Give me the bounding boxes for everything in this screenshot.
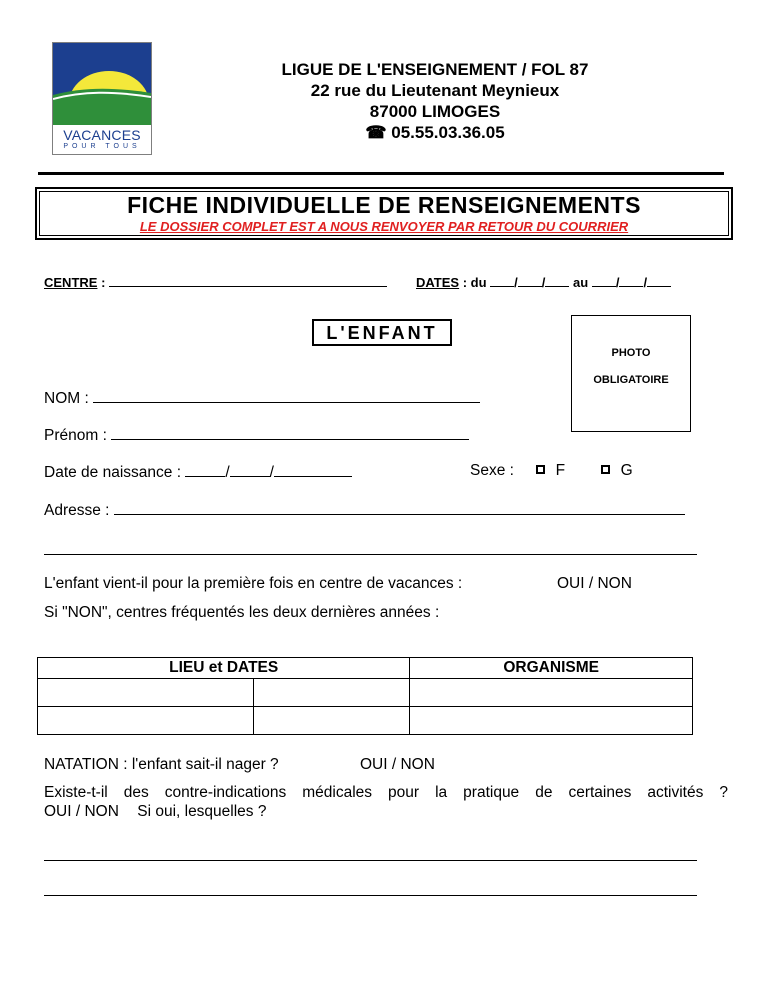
slash: / (225, 464, 230, 481)
sexe-label: Sexe : (470, 462, 519, 479)
date-to-day[interactable] (592, 272, 616, 287)
table-cell[interactable] (410, 679, 693, 707)
first-time-question: L'enfant vient-il pour la première fois en centre de vacances : (44, 575, 463, 592)
adresse-field (44, 500, 685, 520)
slash: / (514, 275, 518, 290)
table-row (38, 679, 693, 707)
street-address: 22 rue du Lieutenant Meynieux (310, 81, 560, 100)
contre-question: Existe-t-il des contre-indications médicales pour la pratique de certaines activités ? (44, 784, 728, 801)
lieu-dates-header: LIEU et DATES (38, 658, 410, 679)
first-time-answer[interactable]: OUI / NON (557, 575, 632, 592)
form-title: FICHE INDIVIDUELLE DE RENSEIGNEMENTS (127, 192, 641, 218)
centre-input[interactable] (109, 272, 387, 287)
logo-subtitle: POUR TOUS (63, 143, 141, 150)
if-non-text: Si "NON", centres fréquentés les deux dernières années : (44, 604, 440, 621)
nom-input[interactable] (93, 388, 480, 403)
natation-question: NATATION : l'enfant sait-il nager ? (44, 756, 279, 773)
naissance-field (44, 462, 352, 482)
date-to-year[interactable] (647, 272, 671, 287)
table-cell[interactable] (410, 707, 693, 735)
nom-field (44, 388, 480, 408)
table-cell[interactable] (253, 679, 410, 707)
table-header-row (38, 658, 693, 679)
photo-box[interactable] (571, 315, 691, 432)
centre-label: CENTRE (44, 275, 98, 290)
organisme-header: ORGANISME (410, 658, 693, 679)
date-from-month[interactable] (518, 272, 542, 287)
header-divider (38, 172, 724, 175)
dates-to: au (569, 275, 592, 290)
date-from-day[interactable] (490, 272, 514, 287)
slash: / (643, 275, 648, 290)
centre-field (44, 272, 387, 290)
birth-day-input[interactable] (185, 462, 225, 477)
sexe-field (470, 462, 633, 480)
form-subtitle: LE DOSSIER COMPLET EST A NOUS RENVOYER PAR RETOUR DU COURRIER (139, 219, 629, 234)
contre-answer[interactable]: OUI / NON (44, 803, 119, 820)
birth-month-input[interactable] (230, 462, 270, 477)
dates-field (416, 272, 671, 290)
date-to-month[interactable] (619, 272, 643, 287)
table-cell[interactable] (38, 707, 254, 735)
birth-year-input[interactable] (274, 462, 352, 477)
slash: / (269, 464, 274, 481)
section-enfant: L'ENFANT (312, 319, 452, 346)
table-cell[interactable] (253, 707, 410, 735)
sexe-g-checkbox[interactable] (601, 465, 610, 474)
phone-line (200, 122, 670, 143)
date-from-year[interactable] (545, 272, 569, 287)
table-row (38, 707, 693, 735)
phone-number: 05.55.03.36.05 (391, 123, 505, 142)
phone-icon: ☎ (365, 123, 387, 142)
history-table (37, 657, 693, 735)
logo-emblem (53, 43, 151, 125)
sexe-f-checkbox[interactable] (536, 465, 545, 474)
adresse-input-line2[interactable] (44, 554, 697, 555)
contre-input-line2[interactable] (44, 895, 697, 896)
photo-required-label: OBLIGATOIRE (593, 374, 669, 386)
logo-word: VACANCES (63, 127, 141, 143)
naissance-label: Date de naissance : (44, 464, 186, 481)
natation-answer[interactable]: OUI / NON (360, 756, 435, 773)
organization-name: LIGUE DE L'ENSEIGNEMENT / FOL 87 (281, 60, 589, 79)
sexe-g-label: G (620, 462, 633, 479)
contre-input-line1[interactable] (44, 860, 697, 861)
vacances-pour-tous-logo (52, 42, 152, 155)
slash: / (541, 275, 546, 290)
sexe-f-label: F (555, 462, 566, 479)
table-cell[interactable] (38, 679, 254, 707)
dates-label: DATES (416, 275, 460, 290)
prenom-label: Prénom : (44, 427, 112, 444)
centre-sep: : (97, 275, 110, 290)
adresse-label: Adresse : (44, 502, 114, 519)
adresse-input[interactable] (114, 500, 685, 515)
prenom-input[interactable] (111, 425, 469, 440)
contre-followup: Si oui, lesquelles ? (137, 803, 267, 820)
nom-label: NOM : (44, 390, 94, 407)
photo-label: PHOTO (611, 347, 651, 359)
dates-from: : du (459, 275, 491, 290)
prenom-field (44, 425, 469, 445)
city: 87000 LIMOGES (369, 102, 501, 121)
contre-answer-line (44, 803, 266, 821)
slash: / (615, 275, 620, 290)
